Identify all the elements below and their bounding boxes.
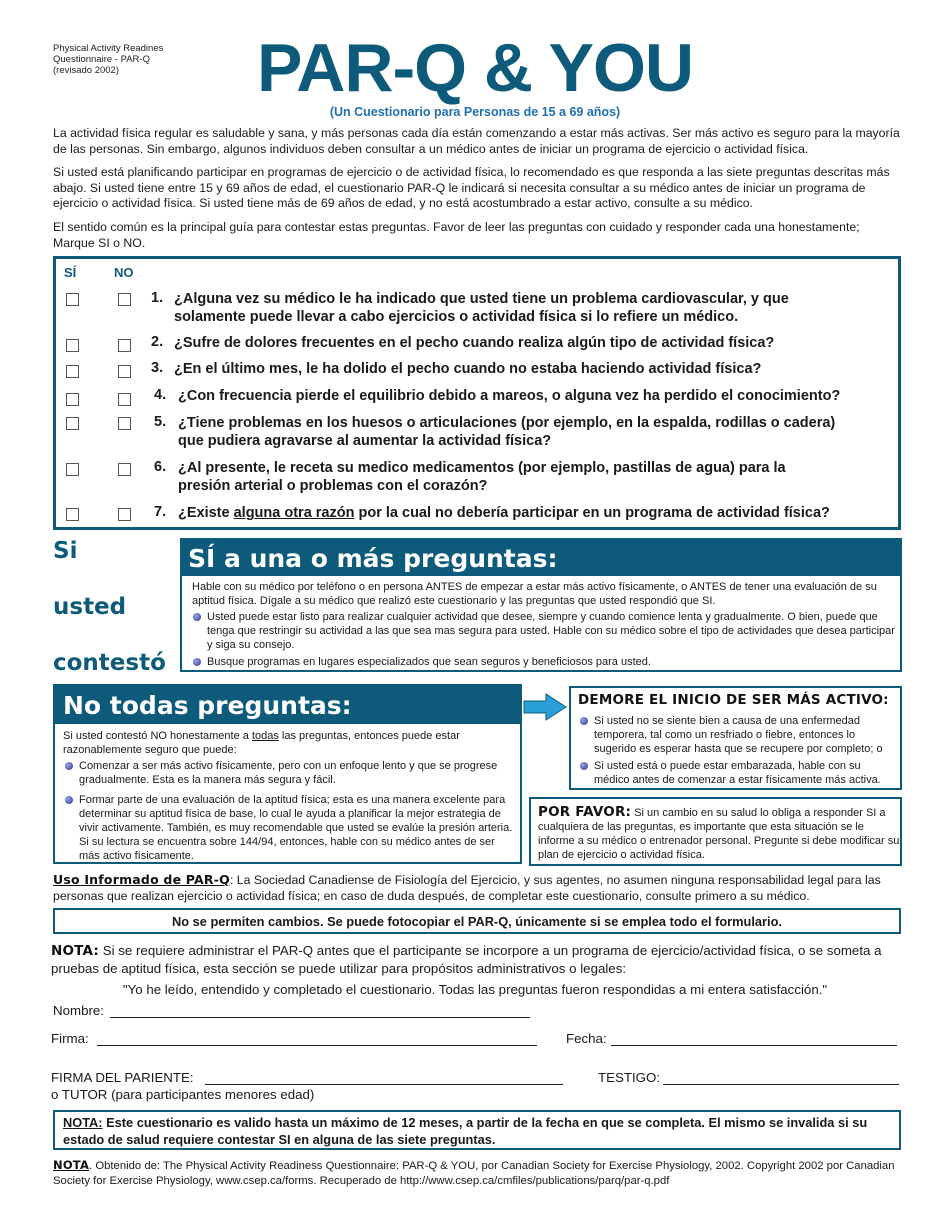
side-label-si: Si [53, 538, 78, 564]
yes-column-header: SÍ [64, 265, 77, 280]
no-column-header: NO [114, 265, 134, 280]
question-text: ¿En el último mes, le ha dolido el pecho cuando no estaba haciendo actividad física? [174, 361, 762, 377]
yes-checkbox[interactable] [66, 393, 79, 406]
question-number: 2. [151, 334, 164, 350]
date-label: Fecha: [566, 1031, 607, 1046]
yes-answer-bullet: Usted puede estar listo para realizar cualquier actividad que desee, siempre y cuando comience lenta y gradualmente. O bien, puede que tenga que restringir su actividad a las que sea mas segura para usted. Hable con su médico sobre el tipo de actividades que desea participar y siga su consejo. [207, 611, 895, 651]
delay-section [569, 686, 902, 790]
question-text: ¿Sufre de dolores frecuentes en el pecho cuando realiza algún tipo de actividad física? [174, 335, 775, 351]
please-note-label: POR FAVOR: [538, 804, 632, 820]
yes-checkbox[interactable] [66, 339, 79, 352]
intro-paragraph: Si usted está planificando participar en programas de ejercicio o de actividad física, lo recomendado es que responda a las siete preguntas descritas más abajo. Si usted tiene entre 15 y 69 años de edad, el cuestionario PAR-Q le indicará si necesita consultar a su médico antes de iniciar un programa de ejercicio o actividad física. Si usted tiene más de 69 años de edad, y no está acostumbrado a estar activo, consulte a su médico. [53, 165, 890, 210]
no-checkbox[interactable] [118, 293, 131, 306]
arrow-right-icon [522, 692, 568, 722]
question-text [178, 504, 830, 522]
bullet-icon [65, 762, 73, 770]
no-changes-notice: No se permiten cambios. Se puede fotocopiar el PAR-Q, únicamente si se emplea todo el formulario. [53, 908, 901, 934]
no-answer-intro-emphasis: todas [251, 730, 279, 742]
yes-checkbox[interactable] [66, 508, 79, 521]
no-checkbox[interactable] [118, 417, 131, 430]
no-checkbox[interactable] [118, 339, 131, 352]
tutor-label: o TUTOR (para participantes menores edad) [51, 1087, 315, 1102]
question-text-emphasis: alguna otra razón [233, 505, 355, 521]
bullet-icon [193, 658, 201, 666]
yes-answer-bullet: Busque programas en lugares especializados que sean seguros y beneficiosos para usted. [207, 656, 651, 668]
page-title: PAR-Q & YOU [256, 30, 694, 106]
question-number: 3. [151, 360, 164, 376]
parent-signature-label: FIRMA DEL PARIENTE: [51, 1070, 194, 1085]
no-answer-intro [63, 729, 513, 757]
source-footnote [53, 1158, 913, 1189]
please-note-section [529, 797, 902, 866]
bullet-icon [193, 613, 201, 621]
parent-signature-field[interactable] [205, 1084, 563, 1085]
side-label-usted: usted [53, 594, 127, 620]
question-text: que pudiera agravarse al aumentar la actividad física? [178, 433, 552, 449]
page-subtitle: (Un Cuestionario para Personas de 15 a 69 años) [329, 105, 621, 119]
validity-note-text: Este cuestionario es valido hasta un máximo de 12 meses, a partir de la fecha en que se completa. El mismo se invalida si su estado de salud requiere contestar SI en alguna de las siete preguntas. [63, 1115, 868, 1147]
question-text-part: ¿Existe [178, 505, 234, 521]
yes-answer-section [180, 538, 902, 672]
no-answer-intro-part: Si usted contestó NO honestamente a [63, 730, 252, 742]
no-answer-bullet: Comenzar a ser más activo físicamente, pero con un enfoque lento y que se progrese gradualmente. Esta es la manera más segura y fácil. [79, 760, 498, 786]
yes-answer-intro: Hable con su médico por teléfono o en persona ANTES de empezar a estar más activo físicamente, o ANTES de tener una evaluación de su aptitud física. Dígale a su médico que realizó este cuestionario y las preguntas que usted respondió que SI. [192, 581, 877, 607]
informed-use-label: Uso Informado de PAR-Q [53, 872, 230, 887]
question-text: ¿Tiene problemas en los huesos o articulaciones (por ejemplo, en la espalda, rodillas o cadera) [178, 415, 836, 431]
question-number: 6. [154, 459, 167, 475]
no-answer-section [53, 684, 522, 864]
no-checkbox[interactable] [118, 463, 131, 476]
bullet-icon [580, 717, 588, 725]
question-number: 1. [151, 290, 164, 306]
date-field[interactable] [611, 1045, 897, 1046]
informed-use-notice [53, 872, 901, 904]
witness-label: TESTIGO: [598, 1070, 661, 1085]
delay-bullet: Si usted está o puede estar embarazada, hable con su médico antes de comenzar a estar físicamente más activa. [594, 760, 881, 786]
source-footnote-text: . Obtenido de: The Physical Activity Readiness Questionnaire: PAR-Q & YOU, por Canadian Society for Exercise Physiology, 2002. Copyright 2002 por Canadian Society for Exercise Physiology, www.csep.ca/forms. Recuperado de http://www.csep.ca/cmfiles/publications/parq/par-q.pdf [53, 1160, 895, 1187]
declaration-quote: "Yo he leído, entendido y completado el cuestionario. Todas las preguntas fueron respondidas a mi entera satisfacción." [122, 982, 828, 997]
validity-note-label: NOTA: [63, 1115, 103, 1130]
delay-bullet: Si usted no se siente bien a causa de una enfermedad temporera, tal como un resfriado o fiebre, entonces lo sugerido es esperar hasta que se recupere por completo; o [594, 715, 883, 755]
informed-use-text: : La Sociedad Canadiense de Fisiología del Ejercicio, y sus agentes, no asumen ninguna responsabilidad legal para las personas que realizan ejercicio o actividad física; en caso de duda después, de completar este cuestionario, consulte primero a su médico. [53, 873, 881, 903]
delay-heading: DEMORE EL INICIO DE SER MÁS ACTIVO: [578, 692, 889, 708]
witness-field[interactable] [663, 1084, 899, 1085]
no-answer-intro-part: las preguntas, entonces puede estar razonablemente seguro que puede: [63, 730, 460, 756]
question-text: ¿Alguna vez su médico le ha indicado que usted tiene un problema cardiovascular, y que [174, 291, 789, 307]
side-label-contesto: contestó [53, 650, 166, 676]
question-text: solamente puede llevar a cabo ejercicios o actividad física si lo refiere un médico. [174, 309, 739, 325]
no-answer-heading: No todas preguntas: [55, 686, 520, 724]
please-note-body: Si un cambio en su salud lo obliga a responder SI a cualquiera de las preguntas, es importante que esta situación se le informe a su médico o entrenador personal. Pregunte si debe modificar su plan de ejercicio o actividad física. [538, 807, 900, 861]
form-reference-line: (revisado 2002) [53, 65, 120, 76]
bullet-icon [65, 796, 73, 804]
question-text-part: por la cual no debería participar en un programa de actividad física? [354, 505, 830, 521]
signature-field[interactable] [97, 1045, 537, 1046]
yes-checkbox[interactable] [66, 463, 79, 476]
intro-paragraph: El sentido común es la principal guía para contestar estas preguntas. Favor de leer las preguntas con cuidado y responder cada una honestamente; Marque SI o NO. [53, 220, 860, 250]
form-reference-line: Physical Activity Readines [53, 43, 164, 54]
question-text: presión arterial o problemas con el corazón? [178, 478, 488, 494]
validity-note [53, 1110, 901, 1150]
question-number: 7. [154, 504, 167, 520]
name-field[interactable] [110, 1017, 530, 1018]
no-checkbox[interactable] [118, 508, 131, 521]
yes-checkbox[interactable] [66, 365, 79, 378]
yes-checkbox[interactable] [66, 293, 79, 306]
please-note-text [538, 805, 900, 862]
yes-answer-heading: SÍ a una o más preguntas: [182, 540, 900, 576]
source-footnote-label: NOTA [53, 1158, 90, 1172]
yes-checkbox[interactable] [66, 417, 79, 430]
name-label: Nombre: [53, 1003, 104, 1018]
question-text: ¿Al presente, le receta su medico medicamentos (por ejemplo, pastillas de agua) para la [178, 460, 786, 476]
no-checkbox[interactable] [118, 365, 131, 378]
no-checkbox[interactable] [118, 393, 131, 406]
question-number: 4. [154, 387, 167, 403]
form-reference-line: Questionnaire - PAR-Q [53, 54, 150, 65]
bullet-icon [580, 762, 588, 770]
questions-box [53, 256, 901, 530]
question-text: ¿Con frecuencia pierde el equilibrio debido a mareos, o alguna vez ha perdido el conocimiento? [178, 388, 841, 404]
admin-note-label: NOTA: [51, 943, 100, 959]
question-number: 5. [154, 414, 167, 430]
intro-paragraph: La actividad física regular es saludable y sana, y más personas cada día están comenzando a estar más activas. Ser más activo es seguro para la mayoría de las personas. Sin embargo, algunos individuos deben consultar a un médico antes de iniciar un programa de ejercicio o actividad física. [53, 126, 900, 156]
signature-label: Firma: [51, 1031, 89, 1046]
admin-note-text: Si se requiere administrar el PAR-Q antes que el participante se incorpore a un programa de ejercicio/actividad física, o se someta a pruebas de aptitud física, esta sección se puede utilizar para propósitos administrativos o legales: [51, 943, 882, 976]
no-answer-bullet: Formar parte de una evaluación de la aptitud física; esta es una manera excelente para determinar su aptitud física de base, lo cual le ayuda a planificar la mejor estrategia de vivir activamente. También, es muy recomendable que usted se evalúe la presión arteria. Si su lectura se encuentra sobre 144/94, entonces, hable con su médico antes de ser más activo físicamente. [79, 794, 513, 862]
admin-note [51, 942, 906, 978]
